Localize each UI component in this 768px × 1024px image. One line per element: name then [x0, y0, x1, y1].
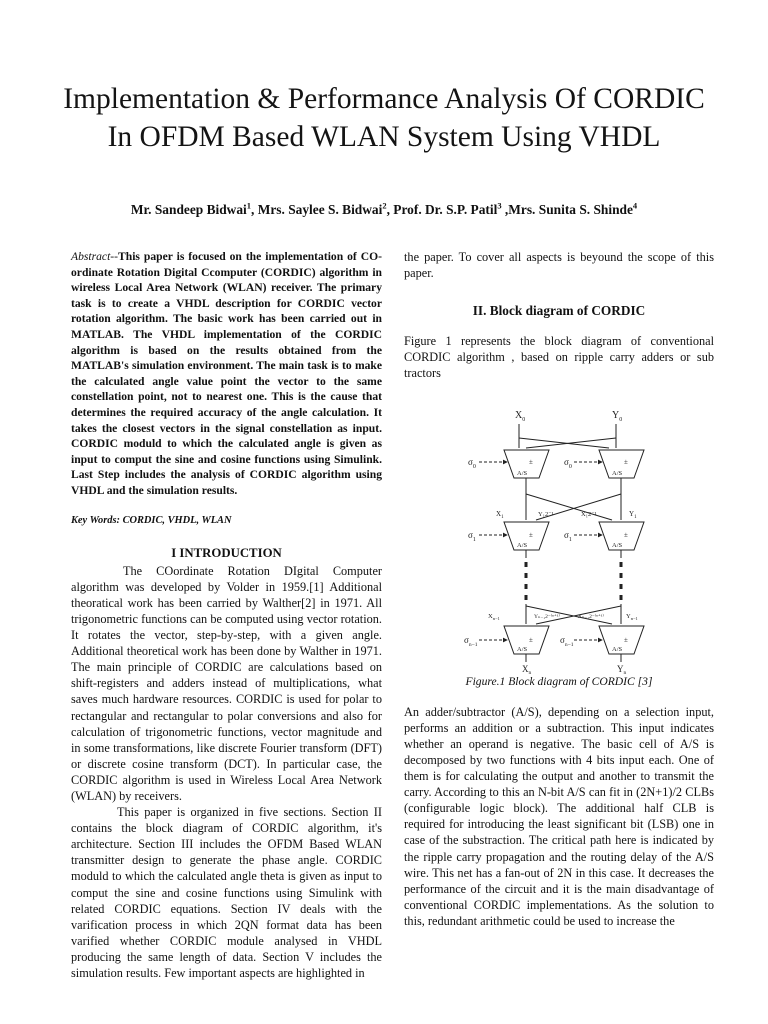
as-block-label: A/S	[517, 469, 528, 477]
abstract	[71, 249, 382, 499]
author-line	[40, 201, 728, 218]
as-block-label: A/S	[612, 541, 623, 549]
author-2: Mrs. Saylee S. Bidwai$^2$,	[257, 201, 394, 218]
section-heading-block-diagram: II. Block diagram of CORDIC	[472, 303, 646, 319]
as-block-label: A/S	[612, 645, 623, 653]
author-3: Prof. Dr. S.P. Patil$^3$ ,	[393, 201, 509, 218]
yn-1-label: $Y_{n-1}$	[626, 612, 638, 621]
as-block-label: A/S	[517, 645, 528, 653]
plus-minus-sign: ±	[529, 635, 533, 644]
yn-label: $Y_n$	[617, 663, 627, 676]
keywords: Key Words: CORDIC, VHDL, WLAN	[71, 514, 232, 526]
sigma-1-label: $\sigma_1$	[564, 529, 572, 543]
paper-title: Implementation & Performance Analysis Of CORDIC In OFDM Based WLAN System Using VHDL	[63, 83, 705, 153]
sigma-1-label: $\sigma_1$	[468, 529, 476, 543]
block-diagram-intro: Figure 1 represents the block diagram of conventional CORDIC algorithm , based on ripple carry adders or sub tractors	[404, 334, 714, 381]
shift-label: Y₁2⁻¹	[538, 510, 554, 518]
sigma-0-label: $\sigma_0$	[468, 456, 476, 470]
left-column	[71, 249, 382, 981]
cordic-block-diagram	[404, 392, 714, 676]
y1-label: $Y_1$	[629, 509, 637, 520]
intro-paragraph-2: This paper is organized in five sections. Section II contains the block diagram of CORDIC algorithm, it's architecture. Section III includes the OFDM Based WLAN transmitter design to generate the phase angle. CORDIC moduld to which the calculated angle theta is given as input to comput the sine and cosine functions using Simulink with related CORDIC equations. Section IV deals with the varification process in which 2QN format data has been varified whether CORDIC module analysed in VHDL producing the same length of data. Section V includes the simulation results. Few important aspects are highlighted in	[71, 805, 382, 981]
plus-minus-sign: ±	[624, 530, 628, 539]
shift-label: Yₙ₋₁2⁻⁽ⁿ⁺¹⁾	[534, 613, 560, 620]
author-4: Mrs. Sunita S. Shinde$^4$	[508, 201, 638, 218]
sigma-0-label: $\sigma_0$	[564, 456, 572, 470]
x1-label: $X_1$	[496, 509, 504, 520]
abstract-label: Abstract--	[71, 250, 119, 263]
plus-minus-sign: ±	[624, 635, 628, 644]
continued-paragraph: the paper. To cover all aspects is beyound the scope of this paper.	[404, 250, 714, 281]
author-1: Mr. Sandeep Bidwai$^1$,	[130, 201, 258, 218]
xn-1-label: $X_{n-1}$	[488, 612, 500, 621]
adder-subtractor-paragraph: An adder/subtractor (A/S), depending on a selection input, performs an addition or a subtraction. This input indicates whether an operand is negative. The basic cell of A/S is decomposed by two functions with 4 bits input each. One of them is for calculating the output and another to transmit the carry. According to this an N-bit A/S can fit in (2N+1)/2 CLBs (configurable logic block). The additional half CLB is required for introducing the least significant bit (LSB) one in case of the substraction. The critical path here is indicated by the ripple carry propagation and the routing delay of the A/S wire. This net has a fan-out of 2N in this case. It decreases the performance of the circuit and it is the main disadvantage of conventional CORDIC implementations. As the solution to this, redundant arithmetic could be used to increase the	[404, 704, 714, 928]
sigma-n-label: $\sigma_{n-1}$	[464, 634, 478, 648]
shift-label: Xₙ₋₁2⁻⁽ⁿ⁺¹⁾	[578, 613, 604, 620]
x0-label: $X_0$	[515, 409, 526, 423]
plus-minus-sign: ±	[529, 457, 533, 466]
section-heading-introduction: I INTRODUCTION	[171, 545, 282, 560]
figure-caption: Figure.1 Block diagram of CORDIC [3]	[465, 674, 653, 688]
abstract-text: This paper is focused on the implementation of CO-ordinate Rotation Digital Ccomputer (CORDIC) algorithm in wireless Local Area Network (WLAN) receiver. The primary task is to create a VHDL description for CORDIC vector rotation algorithm. The basic work has been carried out in MATLAB. The VHDL implementation of the CORDIC algorithm is based on the results obtained from the MATLAB's simulation environment. The main task is to make the calculated angle value point the vector to the same constellation point, not to nearest one. This is the cause that determines the required accuracy of the angle calculation. It takes the closest vectors in the signal constellation as input. CORDIC moduld to which the calculated angle is given as input to comput the sine and cosine functions using Simulink. Last Step includes the analysis of CORDIC algorithm using VHDL and the simulation results.	[71, 250, 382, 497]
right-column	[404, 249, 714, 929]
as-block-label: A/S	[517, 541, 528, 549]
sigma-n-label: $\sigma_{n-1}$	[560, 634, 574, 648]
shift-label: X₁2⁻¹	[581, 510, 597, 518]
as-block-label: A/S	[612, 469, 623, 477]
xn-label: $X_n$	[522, 663, 532, 676]
intro-paragraph-1: The COordinate Rotation DIgital Computer algorithm was developed by Volder in 1959.[1] Additional theoratical work has been carried by Walther[2] in 1971. All trigonometric functions can be computed using vector rotation. It rotates the vector, step-by-step, with a given angle. Additional theoretical work has been done by Walther in 1971. The main principle of CORDIC are calculations based on shift-registers and adders instead of multiplications, what saves much hardware resources. CORDIC is used for polar to rectangular and rectangular to polar conversions and also for calculation of trigonometric functions, vector magnitude and in some transformations, like discrete Fourier transform (DFT) or discrete cosine transform (DCT). In particular case, the CORDIC algorithm is used in Wireless Local Area Network (WLAN) by receivers.	[71, 563, 382, 803]
y0-label: $Y_0$	[612, 409, 623, 423]
plus-minus-sign: ±	[529, 530, 533, 539]
plus-minus-sign: ±	[624, 457, 628, 466]
